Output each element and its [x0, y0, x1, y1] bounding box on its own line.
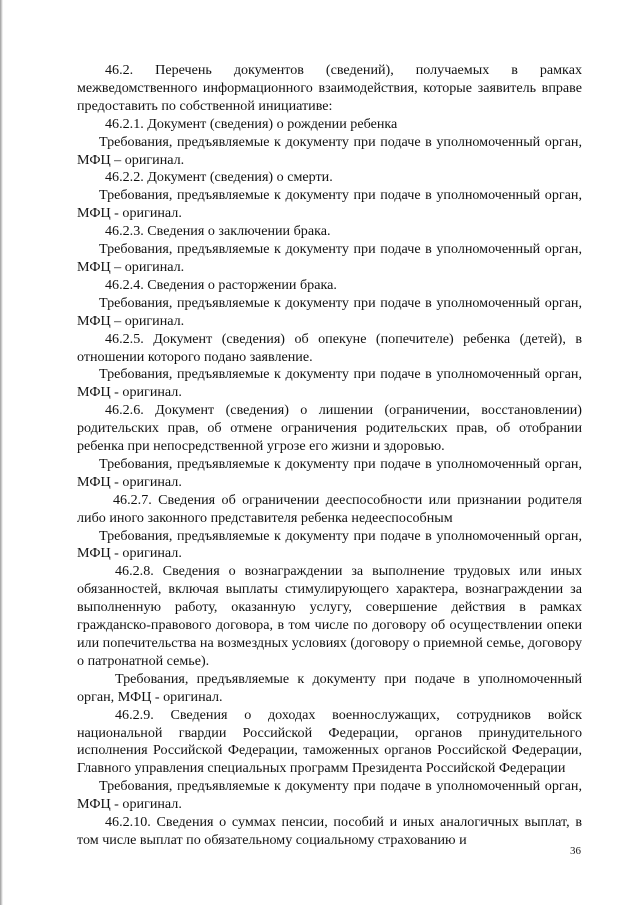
- paragraph-46-2-9: 46.2.9. Сведения о доходах военнослужащих, сотрудников войск национальной гвардии Российской Федерации, органов принудительного исполнения Российской Федерации, таможенных органов Российской Федерации, Главного управления специальных программ Президента Российской Федерации: [77, 706, 582, 777]
- paragraph-requirements: Требования, предъявляемые к документу при подаче в уполномоченный орган, МФЦ – оригинал.: [77, 294, 582, 329]
- page-number: 36: [570, 845, 581, 857]
- paragraph-requirements: Требования, предъявляемые к документу при подаче в уполномоченный орган, МФЦ - оригинал.: [77, 187, 582, 222]
- paragraph-requirements: Требования, предъявляемые к документу при подаче в уполномоченный орган, МФЦ - оригинал.: [77, 366, 582, 401]
- paragraph-46-2-3: 46.2.3. Сведения о заключении брака.: [105, 223, 331, 240]
- paragraph-requirements: Требования, предъявляемые к документу при подаче в уполномоченный орган, МФЦ - оригинал.: [77, 455, 582, 490]
- paragraph-46-2-6: 46.2.6. Документ (сведения) о лишении (ограничении, восстановлении) родительских прав, об отмене ограничения родительских прав, об отобрании ребенка при непосредственной угрозе его жизни и здоровью.: [77, 402, 582, 455]
- paragraph-46-2-7: 46.2.7. Сведения об ограничении дееспособности или признании родителя либо иного законного представителя ребенка недееспособным: [77, 491, 582, 526]
- paragraph-46-2-8: 46.2.8. Сведения о вознаграждении за выполнение трудовых или иных обязанностей, включая выплаты стимулирующего характера, вознаграждении за выполненную работу, оказанную услугу, совершение действия в рамках гражданско-правового договора, в том числе по договору об осуществлении опеки или попечительства на возмездных условиях (договору о приемной семье, договору о патронатной семье).: [77, 563, 582, 669]
- scan-edge: [0, 0, 3, 905]
- paragraph-requirements: Требования, предъявляемые к документу при подаче в уполномоченный орган, МФЦ – оригинал.: [77, 241, 582, 275]
- paragraph-46-2-10: 46.2.10. Сведения о суммах пенсии, пособий и иных аналогичных выплат, в том числе выплат по обязательному социальному страхованию и: [77, 814, 582, 848]
- document-page: [77, 62, 582, 850]
- paragraph-requirements: Требования, предъявляемые к документу при подаче в уполномоченный орган, МФЦ - оригинал.: [77, 670, 582, 705]
- paragraph-requirements: Требования, предъявляемые к документу при подаче в уполномоченный орган, МФЦ - оригинал.: [77, 778, 582, 813]
- paragraph-46-2-5: 46.2.5. Документ (сведения) об опекуне (попечителе) ребенка (детей), в отношении которого подано заявление.: [77, 330, 582, 365]
- paragraph-46-2-1: 46.2.1. Документ (сведения) о рождении ребенка: [105, 115, 398, 132]
- paragraph-requirements: Требования, предъявляемые к документу при подаче в уполномоченный орган, МФЦ - оригинал.: [77, 527, 582, 562]
- paragraph-46-2-2: 46.2.2. Документ (сведения) о смерти.: [105, 169, 333, 186]
- paragraph-46-2: 46.2. Перечень документов (сведений), получаемых в рамках межведомственного информационного взаимодействия, которые заявитель вправе предоставить по собственной инициативе:: [77, 62, 582, 114]
- paragraph-46-2-4: 46.2.4. Сведения о расторжении брака.: [105, 276, 337, 293]
- paragraph-requirements: Требования, предъявляемые к документу при подаче в уполномоченный орган, МФЦ – оригинал.: [77, 133, 582, 168]
